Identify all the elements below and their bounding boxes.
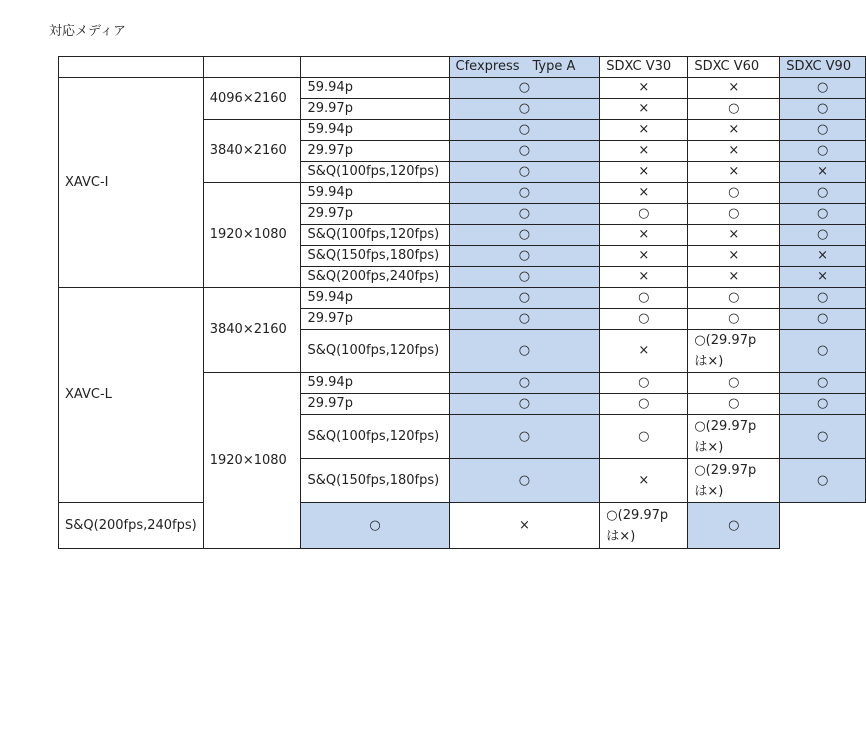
sdxc-v60-cell: ○(29.97p は×)	[688, 415, 780, 459]
header-row	[59, 57, 866, 78]
mode-cell: S&Q(200fps,240fps)	[59, 503, 204, 549]
cfexpress-cell: ○	[449, 267, 600, 288]
sdxc-v60-cell: ×	[688, 141, 780, 162]
sdxc-v30-cell: ×	[600, 120, 688, 141]
cfexpress-cell: ○	[449, 415, 600, 459]
page-title: 対応メディア	[49, 24, 126, 39]
sdxc-v90-cell: ○	[780, 225, 866, 246]
mode-cell: 29.97p	[301, 309, 449, 330]
table-row	[59, 503, 866, 549]
sdxc-v60-cell: ○(29.97p は×)	[600, 503, 688, 549]
sdxc-v90-cell: ○	[780, 204, 866, 225]
cfexpress-cell: ○	[449, 225, 600, 246]
sdxc-v90-cell: ○	[780, 183, 866, 204]
sdxc-v30-cell: ○	[600, 373, 688, 394]
sdxc-v90-cell: ○	[780, 309, 866, 330]
sdxc-v30-cell: ×	[600, 246, 688, 267]
cfexpress-cell: ○	[449, 120, 600, 141]
cfexpress-cell: ○	[301, 503, 449, 549]
sdxc-v90-cell: ○	[780, 288, 866, 309]
mode-cell: 29.97p	[301, 99, 449, 120]
sdxc-v30-cell: ○	[600, 394, 688, 415]
cfexpress-cell: ○	[449, 394, 600, 415]
sdxc-v90-cell: ×	[780, 162, 866, 183]
sdxc-v90-cell: ○	[780, 78, 866, 99]
resolution-cell: 4096×2160	[203, 78, 301, 120]
sdxc-v60-cell: ○(29.97p は×)	[688, 330, 780, 373]
mode-cell: S&Q(150fps,180fps)	[301, 246, 449, 267]
header-cell-mode	[301, 57, 449, 78]
header-cell-codec	[59, 57, 204, 78]
sdxc-v30-cell: ×	[600, 141, 688, 162]
sdxc-v60-cell: ○	[688, 183, 780, 204]
sdxc-v90-cell: ○	[780, 394, 866, 415]
mode-cell: 59.94p	[301, 120, 449, 141]
sdxc-v60-cell: ○	[688, 99, 780, 120]
sdxc-v90-cell: ○	[780, 141, 866, 162]
cfexpress-cell: ○	[449, 309, 600, 330]
sdxc-v30-cell: ×	[600, 99, 688, 120]
mode-cell: S&Q(200fps,240fps)	[301, 267, 449, 288]
mode-cell: S&Q(100fps,120fps)	[301, 415, 449, 459]
sdxc-v90-cell: ○	[780, 373, 866, 394]
resolution-cell: 3840×2160	[203, 120, 301, 183]
sdxc-v30-cell: ×	[600, 330, 688, 373]
codec-cell: XAVC-I	[59, 78, 204, 288]
resolution-cell: 3840×2160	[203, 288, 301, 373]
cfexpress-cell: ○	[449, 78, 600, 99]
cfexpress-cell: ○	[449, 288, 600, 309]
cfexpress-cell: ○	[449, 246, 600, 267]
sdxc-v60-cell: ×	[688, 225, 780, 246]
sdxc-v60-cell: ×	[688, 120, 780, 141]
table-row	[59, 288, 866, 309]
mode-cell: 29.97p	[301, 141, 449, 162]
sdxc-v90-cell: ○	[780, 459, 866, 503]
mode-cell: 59.94p	[301, 78, 449, 99]
media-compatibility-table	[58, 56, 866, 549]
mode-cell: 59.94p	[301, 288, 449, 309]
mode-cell: S&Q(100fps,120fps)	[301, 162, 449, 183]
sdxc-v30-cell: ×	[600, 225, 688, 246]
table-row	[59, 78, 866, 99]
sdxc-v90-cell: ○	[780, 415, 866, 459]
cfexpress-cell: ○	[449, 330, 600, 373]
sdxc-v30-cell: ×	[600, 183, 688, 204]
cfexpress-cell: ○	[449, 459, 600, 503]
sdxc-v90-cell: ×	[780, 267, 866, 288]
cfexpress-cell: ○	[449, 162, 600, 183]
sdxc-v60-cell: ○	[688, 394, 780, 415]
sdxc-v60-cell: ×	[688, 246, 780, 267]
header-cell-sdxc-v30: SDXC V30	[600, 57, 688, 78]
sdxc-v60-cell: ○	[688, 373, 780, 394]
cfexpress-cell: ○	[449, 204, 600, 225]
sdxc-v60-cell: ○	[688, 288, 780, 309]
sdxc-v30-cell: ○	[600, 415, 688, 459]
sdxc-v60-cell: ○(29.97p は×)	[688, 459, 780, 503]
cfexpress-cell: ○	[449, 99, 600, 120]
resolution-cell: 1920×1080	[203, 373, 301, 549]
header-cell-resolution	[203, 57, 301, 78]
sdxc-v30-cell: ○	[600, 309, 688, 330]
sdxc-v90-cell: ○	[780, 99, 866, 120]
resolution-cell: 1920×1080	[203, 183, 301, 288]
header-cell-cfexpress: Cfexpress Type A	[449, 57, 600, 78]
sdxc-v30-cell: ○	[600, 288, 688, 309]
mode-cell: 59.94p	[301, 373, 449, 394]
sdxc-v30-cell: ×	[600, 459, 688, 503]
sdxc-v30-cell: ×	[600, 267, 688, 288]
cfexpress-cell: ○	[449, 373, 600, 394]
cfexpress-cell: ○	[449, 141, 600, 162]
sdxc-v90-cell: ×	[780, 246, 866, 267]
sdxc-v90-cell: ○	[688, 503, 780, 549]
header-cell-sdxc-v90: SDXC V90	[780, 57, 866, 78]
mode-cell: S&Q(100fps,120fps)	[301, 330, 449, 373]
mode-cell: 29.97p	[301, 204, 449, 225]
sdxc-v90-cell: ○	[780, 330, 866, 373]
sdxc-v90-cell: ○	[780, 120, 866, 141]
sdxc-v30-cell: ×	[600, 162, 688, 183]
mode-cell: 59.94p	[301, 183, 449, 204]
mode-cell: 29.97p	[301, 394, 449, 415]
sdxc-v30-cell: ○	[600, 204, 688, 225]
mode-cell: S&Q(100fps,120fps)	[301, 225, 449, 246]
sdxc-v60-cell: ○	[688, 309, 780, 330]
cfexpress-cell: ○	[449, 183, 600, 204]
sdxc-v30-cell: ×	[600, 78, 688, 99]
mode-cell: S&Q(150fps,180fps)	[301, 459, 449, 503]
sdxc-v60-cell: ○	[688, 204, 780, 225]
header-cell-sdxc-v60: SDXC V60	[688, 57, 780, 78]
sdxc-v60-cell: ×	[688, 162, 780, 183]
sdxc-v60-cell: ×	[688, 267, 780, 288]
codec-cell: XAVC-L	[59, 288, 204, 503]
sdxc-v60-cell: ×	[688, 78, 780, 99]
sdxc-v30-cell: ×	[449, 503, 600, 549]
